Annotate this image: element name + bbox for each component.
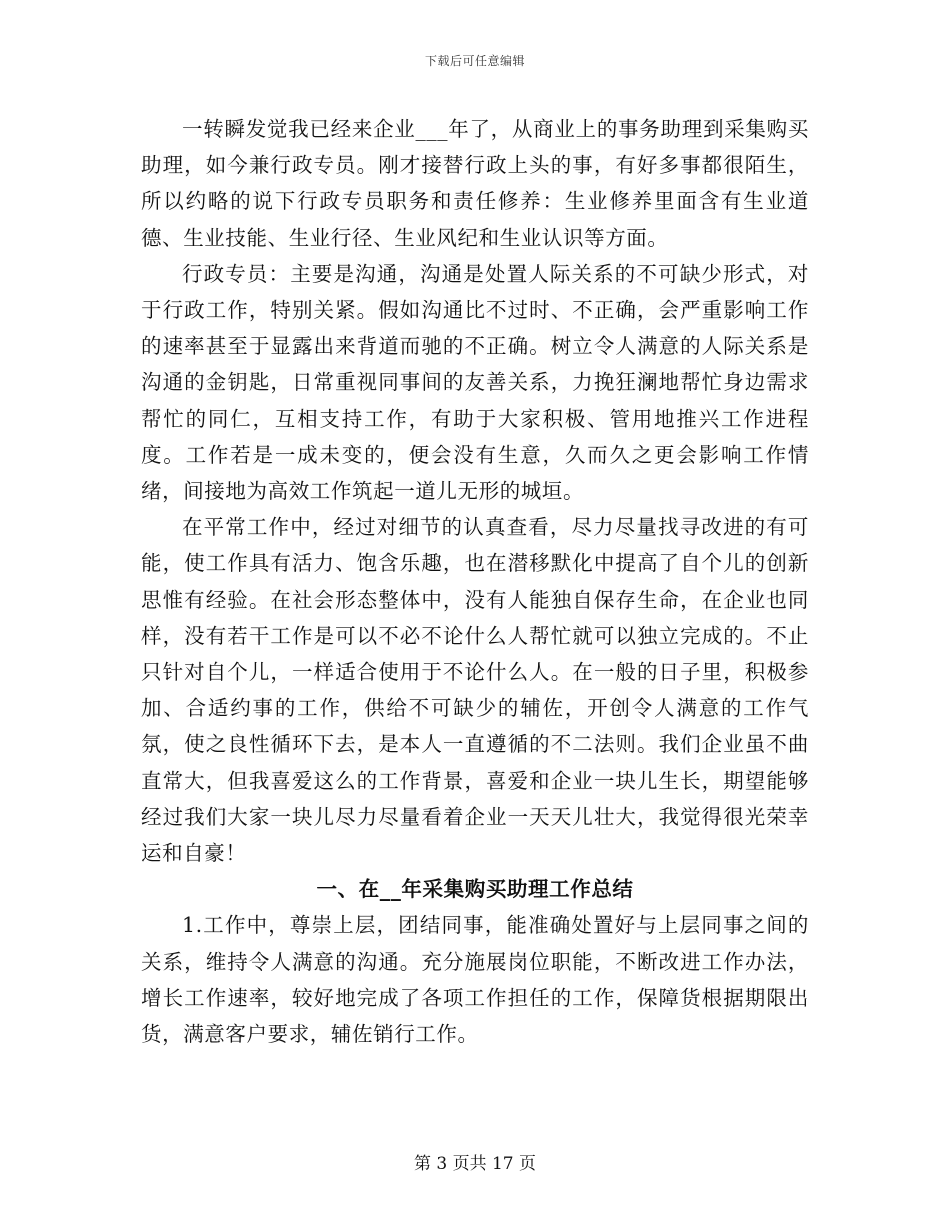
paragraph: 行政专员：主要是沟通，沟通是处置人际关系的不可缺少形式，对于行政工作，特别关紧。假如沟通比不过时、不正确，会严重影响工作的速率甚至于显露出来背道而驰的不正确。树立令人满意的人际关系是沟通的金钥匙，日常重视同事间的友善关系，力挽狂澜地帮忙身边需求帮忙的同仁，互相支持工作，有助于大家积极、管用地推兴工作进程度。工作若是一成未变的，便会没有生意，久而久之更会影响工作情绪，间接地为高效工作筑起一道儿无形的城垣。 xyxy=(141,261,809,504)
paragraph: 在平常工作中，经过对细节的认真查看，尽力尽量找寻改进的有可能，使工作具有活力、饱含乐趣，也在潜移默化中提高了自个儿的创新思惟有经验。在社会形态整体中，没有人能独自保存生命，在企业也同样，没有若干工作是可以不必不论什么人帮忙就可以独立完成的。不止只针对自个儿，一样适合使用于不论什么人。在一般的日子里，积极参加、合适约事的工作，供给不可缺少的辅佐，开创令人满意的工作气氛，使之良性循环下去，是本人一直遵循的不二法则。我们企业虽不曲直常大，但我喜爱这么的工作背景，喜爱和企业一块儿生长，期望能够经过我们大家一块儿尽力尽量看着企业一天天儿壮大，我觉得很光荣幸运和自豪！ xyxy=(141,515,809,866)
page-header: 下载后可任意编辑 xyxy=(424,54,525,68)
paragraph: 一转瞬发觉我已经来企业___年了，从商业上的事务助理到采集购买助理，如今兼行政专员。刚才接替行政上头的事，有好多事都很陌生，所以约略的说下行政专员职务和责任修养：生业修养里面含有生业道德、生业技能、生业行径、生业风纪和生业认识等方面。 xyxy=(141,117,809,250)
document-body xyxy=(141,111,809,1052)
page-number: 第 3 页共 17 页 xyxy=(413,1154,537,1174)
section-heading: 一、在__年采集购买助理工作总结 xyxy=(316,877,634,902)
paragraph: 1.工作中，尊崇上层，团结同事，能准确处置好与上层同事之间的关系，维持令人满意的沟通。充分施展岗位职能，不断改进工作办法，增长工作速率，较好地完成了各项工作担任的工作，保障货根据期限出货，满意客户要求，辅佐销行工作。 xyxy=(141,913,809,1047)
